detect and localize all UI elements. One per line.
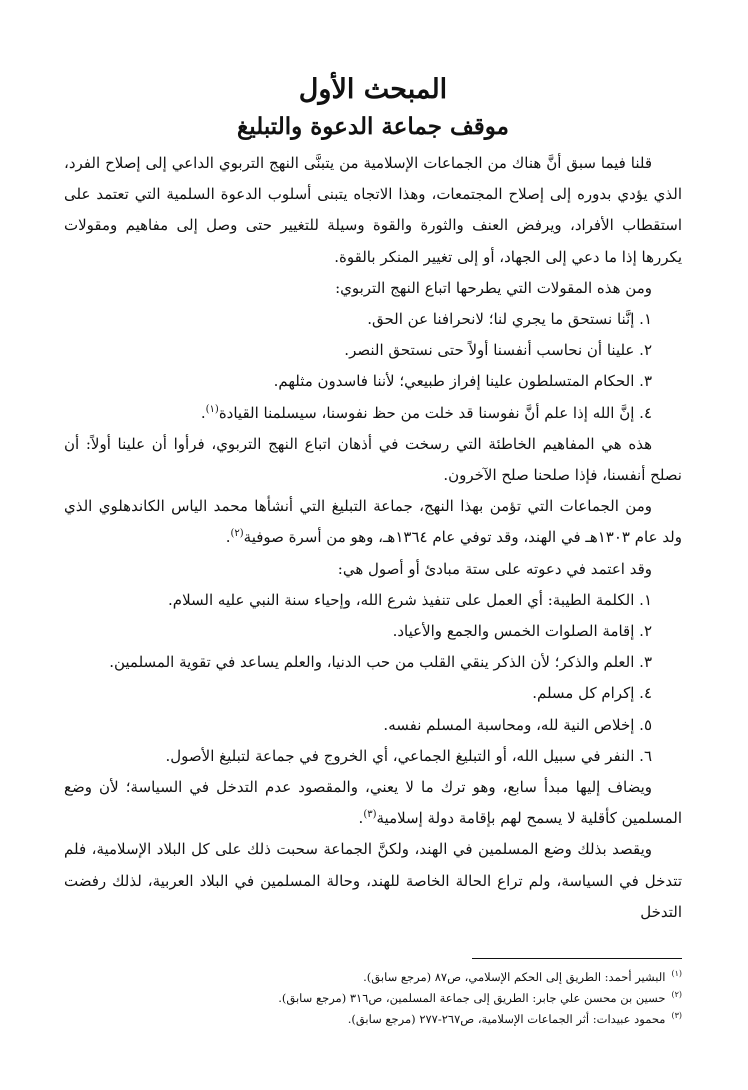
saying-text: ٤. إنَّ الله إذا علم أنَّ نفوسنا قد خلت من حظ نفوسنا، سيسلمنا القيادة: [218, 403, 652, 422]
saying-text: ٣. الحكام المتسلطون علينا إفراز طبيعي؛ لأننا فاسدون مثلهم.: [273, 372, 652, 391]
chapter-title: المبحث الأول: [298, 74, 448, 105]
principle-item: ١. الكلمة الطيبة: أي العمل على تنفيذ شرع الله، وإحياء سنة النبي عليه السلام.: [168, 590, 652, 609]
politics-text: ويضاف إليها مبدأ سابع، وهو ترك ما لا يعني، والمقصود عدم التدخل في السياسة؛ لأن وضع المسلمين كأقلية لا يسمح لهم بإقامة دولة إسلامية: [64, 778, 682, 828]
intro-paragraph: قلنا فيما سبق أنَّ هناك من الجماعات الإسلامية من يتبنَّى النهج التربوي الداعي إلى إصلاح الفرد، الذي يؤدي بدوره إلى إصلاح المجتمعات، وهذا الاتجاه يتبنى أسلوب الدعوة السلمية التي تعتمد على استقطاب الأفراد، ويرفض العنف والثورة والقوة وسيلة للتغيير حتى وصل إلى مفاهيم ومقولات يكررها إذا ما دعي إلى الجهاد، أو إلى تغيير المنكر بالقوة.: [64, 154, 683, 266]
tabligh-text: ومن الجماعات التي تؤمن بهذا النهج، جماعة التبليغ التي أنشأها محمد الياس الكاندهلوي الذي ولد عام ١٣٠٣هـ في الهند، وقد توفي عام ١٣٦٤هـ، وهو من أسرة صوفية: [64, 497, 682, 547]
footnote-ref: (٢): [230, 528, 244, 540]
footnote: [64, 1009, 682, 1030]
footnote: [64, 988, 682, 1009]
footnote-number: (٣): [671, 1011, 682, 1021]
india-paragraph: ويقصد بذلك وضع المسلمين في الهند، ولكنَّ الجماعة سحبت ذلك على كل البلاد الإسلامية، فلم تتدخل في السياسة، ولم تراع الحالة الخاصة للهند، وحالة المسلمين في البلاد العربية، لذلك رفضت التدخل: [64, 840, 682, 921]
footnotes: [64, 958, 682, 1030]
footnote: [64, 967, 682, 988]
section-subtitle: موقف جماعة الدعوة والتبليغ: [237, 113, 509, 140]
footnote-ref: (٣): [363, 809, 377, 821]
concepts-paragraph: هذه هي المفاهيم الخاطئة التي رسخت في أذهان اتباع النهج التربوي، فرأوا أن علينا أولاً: أن نصلح أنفسنا، فإذا صلحنا صلح الآخرون.: [64, 434, 682, 485]
footnote-number: (١): [671, 969, 682, 979]
politics-paragraph: ويضاف إليها مبدأ سابع، وهو ترك ما لا يعني، والمقصود عدم التدخل في السياسة؛ لأن وضع المسلمين كأقلية لا يسمح لهم بإقامة دولة إسلامية$^{(٣)}$.: [64, 778, 682, 828]
saying-text: ٢. علينا أن نحاسب أنفسنا أولاً حتى نستحق النصر.: [344, 341, 652, 360]
sayings-intro: ومن هذه المقولات التي يطرحها اتباع النهج التربوي:: [335, 278, 652, 297]
footnote-divider: [472, 958, 682, 959]
principles-intro: وقد اعتمد في دعوته على ستة مبادئ أو أصول هي:: [337, 559, 652, 578]
tabligh-paragraph: ومن الجماعات التي تؤمن بهذا النهج، جماعة التبليغ التي أنشأها محمد الياس الكاندهلوي الذي ولد عام ١٣٠٣هـ في الهند، وقد توفي عام ١٣٦٤هـ، وهو من أسرة صوفية$^{(٢)}$.: [64, 497, 682, 547]
footnote-ref: (١): [205, 403, 219, 415]
saying-item: ٤. إنَّ الله إذا علم أنَّ نفوسنا قد خلت من حظ نفوسنا، سيسلمنا القيادة$^{(١)}$.: [200, 403, 652, 422]
footnote-text: البشير أحمد: الطريق إلى الحكم الإسلامي، ص٨٧ (مرجع سابق).: [363, 970, 666, 984]
principle-item: ٥. إخلاص النية لله، ومحاسبة المسلم نفسه.: [383, 715, 652, 734]
footnote-text: حسين بن محسن علي جابر: الطريق إلى جماعة المسلمين، ص٣١٦ (مرجع سابق).: [278, 991, 666, 1005]
saying-item: [64, 366, 682, 397]
saying-text: ١. إنَّنا نستحق ما يجري لنا؛ لانحرافنا عن الحق.: [367, 310, 652, 329]
saying-item: [64, 335, 682, 366]
page-body: [64, 70, 682, 928]
principle-item: ٤. إكرام كل مسلم.: [532, 684, 652, 703]
footnote-number: (٢): [671, 990, 682, 1000]
principle-item: ٢. إقامة الصلوات الخمس والجمع والأعياد.: [392, 622, 652, 641]
saying-item: [64, 304, 682, 335]
footnote-text: محمود عبيدات: أثر الجماعات الإسلامية، ص٢٦٧-٢٧٧ (مرجع سابق).: [347, 1012, 666, 1026]
principle-item: ٦. النفر في سبيل الله، أو التبليغ الجماعي، أي الخروج في جماعة لتبليغ الأصول.: [165, 746, 652, 765]
principle-item: ٣. العلم والذكر؛ لأن الذكر ينقي القلب من حب الدنيا، والعلم يساعد في تقوية المسلمين.: [109, 653, 652, 672]
